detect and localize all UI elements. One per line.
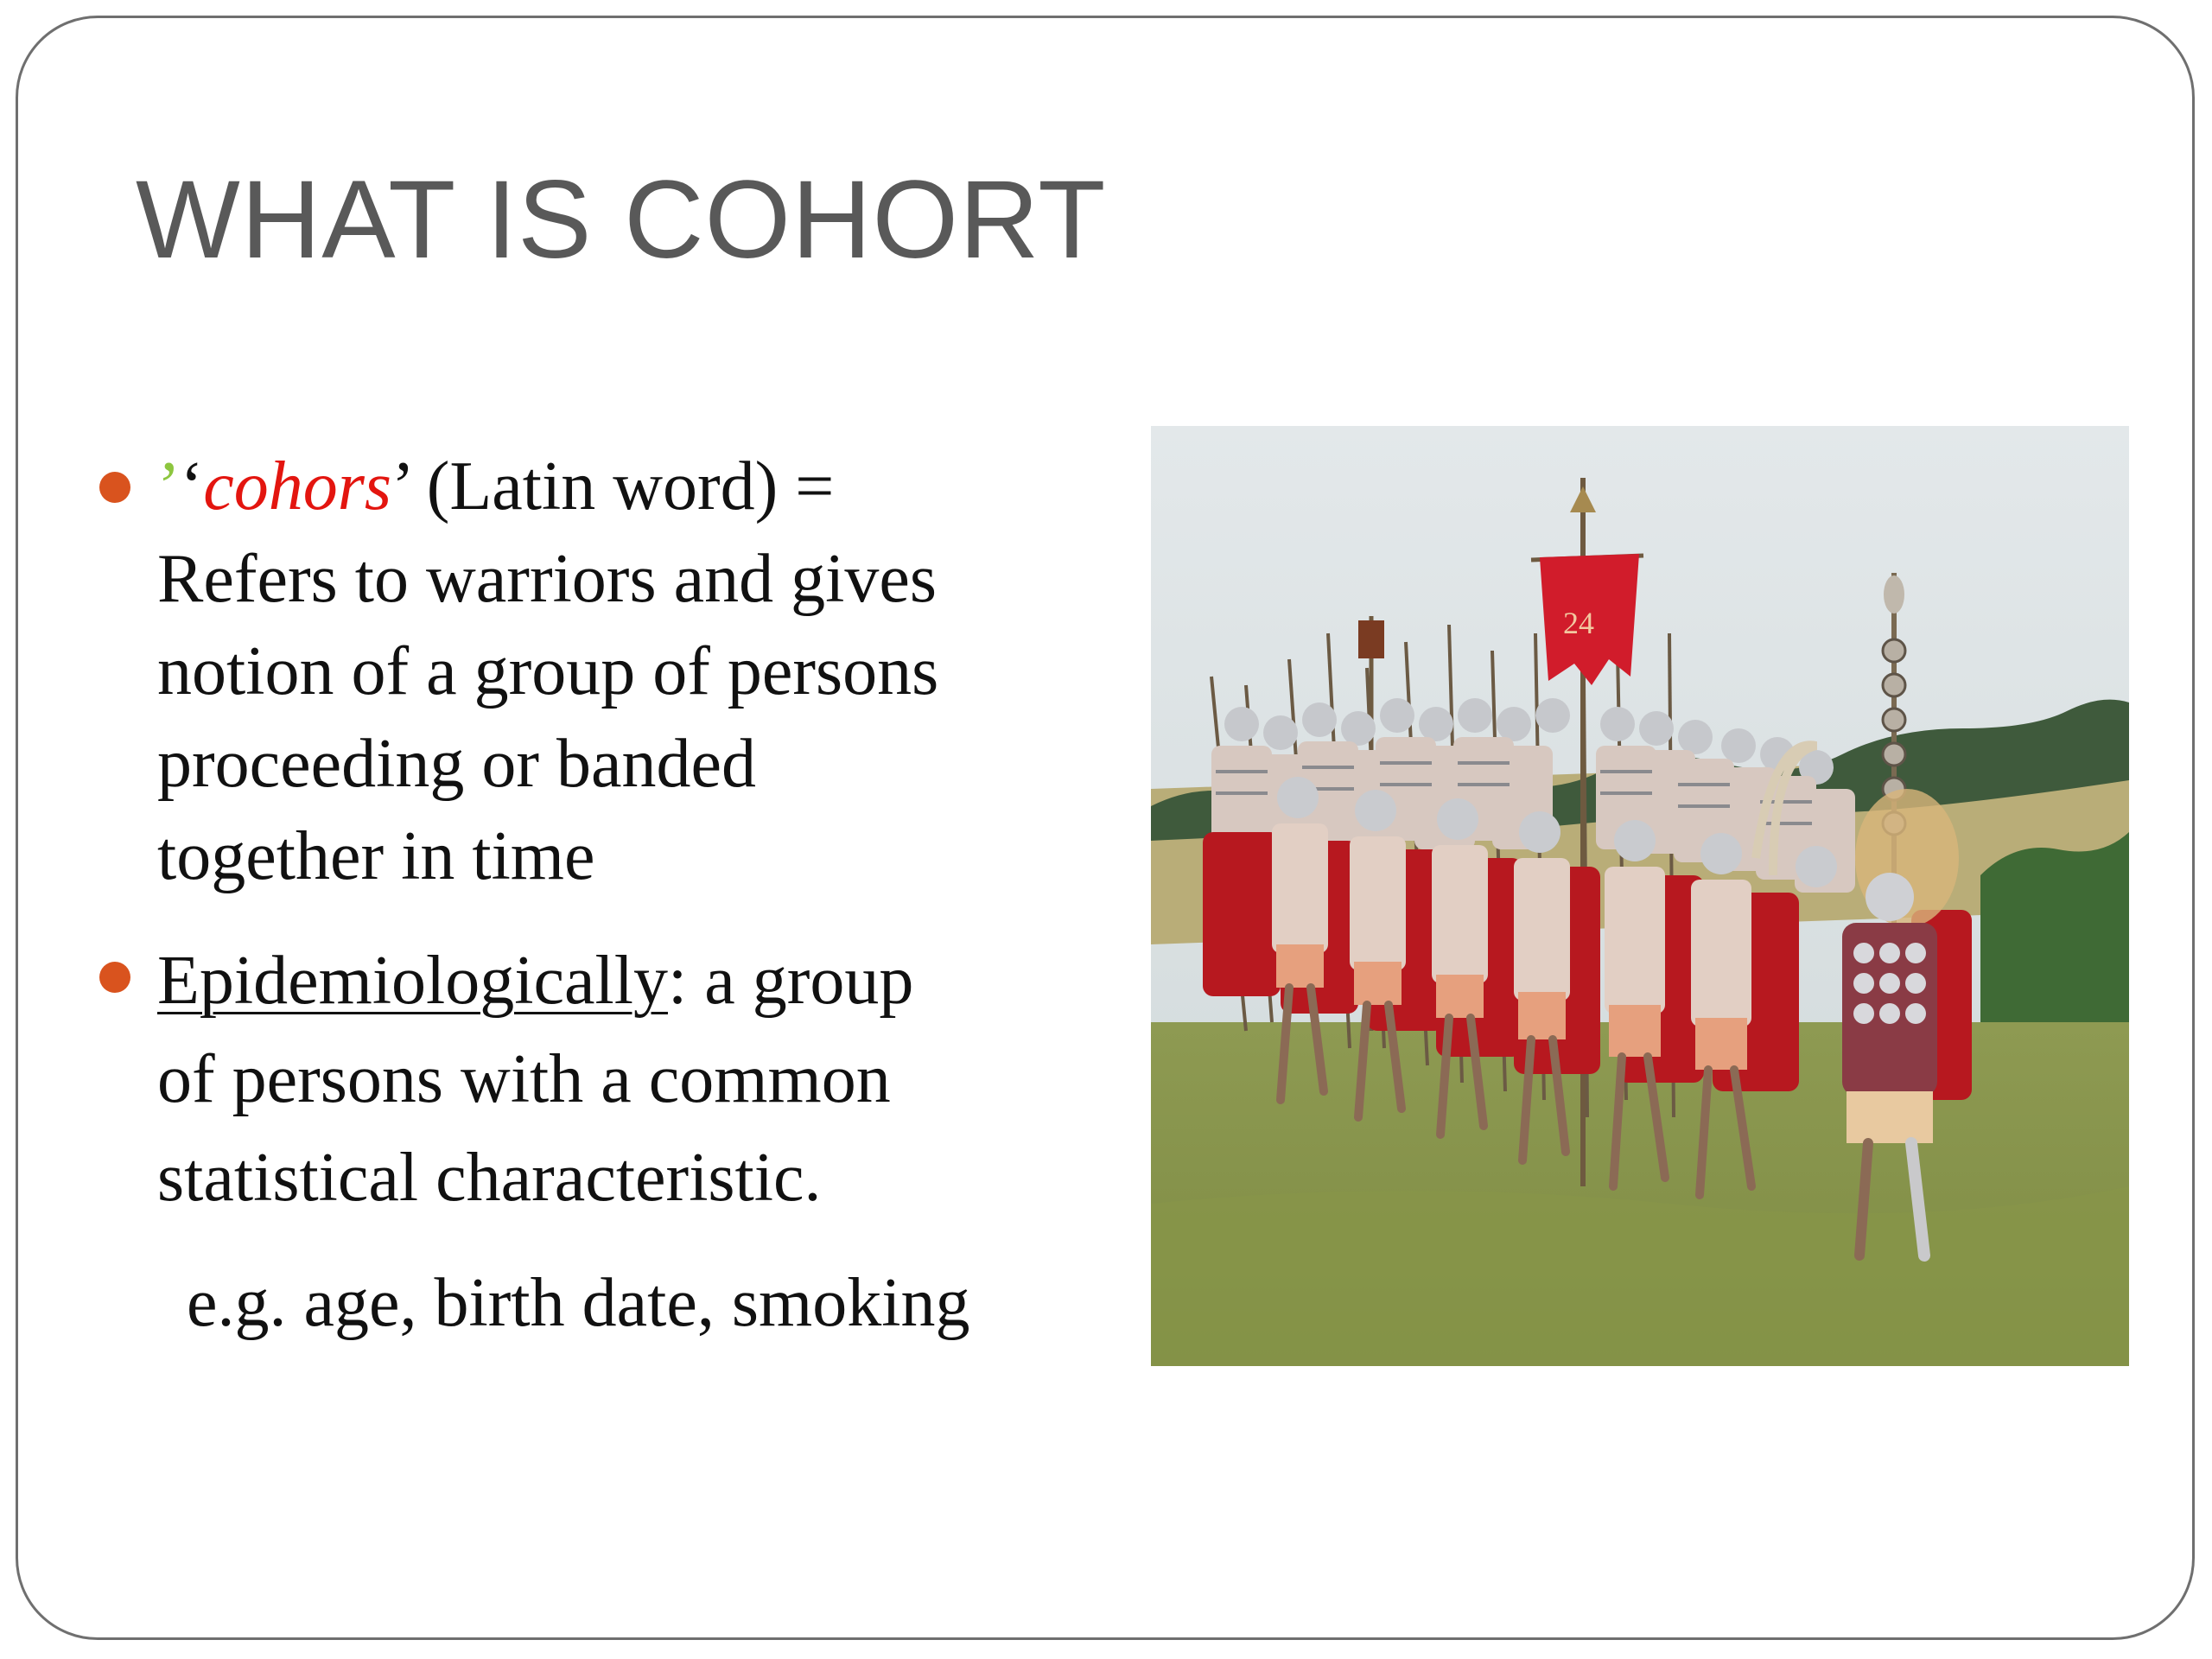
bullet-1-line-5: together in time <box>157 818 595 894</box>
bullet-2-line-1-rest: : a group <box>667 943 914 1019</box>
vexillum-number: 24 <box>1563 606 1594 640</box>
slide-title: WHAT IS COHORT <box>136 158 1107 282</box>
bullet-1-line-3: notion of a group of persons <box>157 633 939 709</box>
bullet-2-line-3: statistical characteristic. <box>157 1140 822 1216</box>
latin-word: cohors <box>203 448 392 524</box>
close-quote-mark: ’ <box>391 448 410 524</box>
bullet-2-line-1 <box>157 931 1125 1030</box>
green-quote-mark: ’ <box>157 448 181 524</box>
signum-top <box>1884 575 1904 613</box>
standard-head <box>1358 620 1384 658</box>
hedge <box>1980 832 2129 1048</box>
bullet-1-line-1 <box>157 441 1125 533</box>
bullet-1-line-1-rest: (Latin word) = <box>409 448 835 524</box>
bullet-marker-1 <box>99 472 130 503</box>
bullet-1-line-2: Refers to warriors and gives <box>157 541 937 617</box>
epidemiologically-term: Epidemiologically <box>157 943 668 1019</box>
example-text: e.g. age, birth date, smoking <box>187 1265 970 1341</box>
roman-cohort-photo <box>1151 426 2129 1366</box>
bullet-text-2 <box>157 931 1125 1227</box>
bullet-marker-2 <box>99 962 130 993</box>
bullet-text-1 <box>157 441 1125 903</box>
open-quote-mark: ‘ <box>180 448 204 524</box>
roman-cohort-illustration <box>1151 426 2129 1366</box>
bullet-2-line-2: of persons with a common <box>157 1041 891 1117</box>
grass-shade <box>1151 1186 2129 1366</box>
bullet-1-line-4: proceeding or banded <box>157 726 757 802</box>
